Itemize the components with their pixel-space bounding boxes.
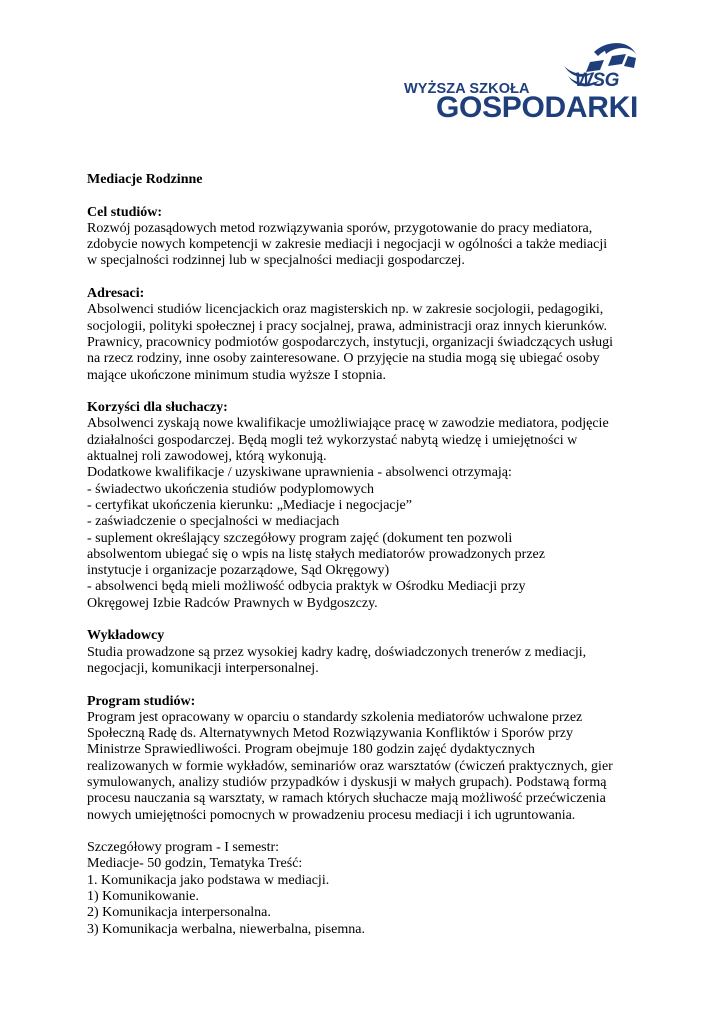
list-item: absolwentom ubiegać się o wpis na listę stałych mediatorów prowadzonych przez [87, 546, 545, 562]
paragraph-line: zdobycie nowych kompetencji w zakresie mediacji i negocjacji w ogólności a także mediacji [87, 237, 608, 253]
paragraph-line: nowych umiejętności pomocnych w prowadzeniu procesu mediacji i ich ugruntowania. [87, 807, 576, 823]
paragraph-line: Prawnicy, pracownicy podmiotów gospodarczych, instytucji, organizacji świadczących usługi [87, 334, 614, 350]
list-item: 3) Komunikacja werbalna, niewerbalna, pisemna. [87, 921, 365, 937]
paragraph-line: realizowanych w formie wykładów, seminariów oraz warsztatów (ćwiczeń praktycznych, gier [87, 758, 613, 774]
section-cel-studiow [87, 205, 647, 270]
paragraph-line: Absolwenci studiów licencjackich oraz magisterskich np. w zakresie socjologii, pedagogiki, [87, 302, 604, 318]
section-korzysci [87, 400, 647, 612]
paragraph-line: socjologii, polityki społecznej i pracy socjalnej, prawa, administracji oraz innych kierunków. [87, 318, 608, 334]
logo-wsg-mark: WSG [575, 70, 619, 91]
logo-line1: WYŻSZA SZKOŁA [404, 81, 530, 97]
section-szczegolowy-program [87, 840, 647, 938]
list-item: - suplement określający szczegółowy program zajęć (dokument ten pozwoli [87, 530, 513, 546]
paragraph-line: na rzecz rodziny, inne osoby zainteresowane. O przyjęcie na studia mogą się ubiegać osoby [87, 351, 600, 367]
list-item: 2) Komunikacja interpersonalna. [87, 905, 271, 921]
list-item: 1. Komunikacja jako podstawa w mediacji. [87, 872, 330, 888]
section-heading: Cel studiów: [87, 204, 163, 220]
paragraph-line: w specjalności rodzinnej lub w specjalności mediacji gospodarczej. [87, 253, 465, 269]
list-item: - certyfikat ukończenia kierunku: „Mediacje i negocjacje” [87, 497, 412, 513]
list-item: - zaświadczenie o specjalności w mediacjach [87, 514, 340, 530]
paragraph-line: Dodatkowe kwalifikacje / uzyskiwane uprawnienia - absolwenci otrzymają: [87, 465, 512, 481]
list-item: instytucje i organizacje pozarządowe, Sąd Okręgowy) [87, 563, 390, 579]
section-heading: Program studiów: [87, 693, 196, 709]
wsg-logo [400, 40, 640, 124]
paragraph-line: Społeczną Radę ds. Alternatywnych Metod Rozwiązywania Konfliktów i Sporów przy [87, 726, 574, 742]
paragraph-line: Rozwój pozasądowych metod rozwiązywania sporów, przygotowanie do pracy mediatora, [87, 220, 593, 236]
paragraph-line: Szczegółowy program - I semestr: [87, 840, 280, 856]
list-item: - świadectwo ukończenia studiów podyplomowych [87, 481, 374, 497]
paragraph-line: mające ukończone minimum studia wyższe I stopnia. [87, 367, 386, 383]
paragraph-line: symulowanych, analizy studiów przypadków i dyskusji w małych grupach). Podstawą formą [87, 774, 607, 790]
section-heading: Korzyści dla słuchaczy: [87, 400, 228, 416]
section-program [87, 694, 647, 824]
list-item: Okręgowej Izbie Radców Prawnych w Bydgoszczy. [87, 595, 378, 611]
document-title: Mediacje Rodzinne [87, 172, 203, 187]
section-heading: Wykładowcy [87, 628, 165, 644]
paragraph-line: procesu nauczania są warsztaty, w ramach których słuchacze mają możliwość przećwiczenia [87, 791, 606, 807]
section-wykladowcy [87, 628, 647, 677]
section-adresaci [87, 286, 647, 384]
paragraph-line: Ministrze Sprawiedliwości. Program obejmuje 180 godzin zajęć dydaktycznych [87, 742, 535, 758]
paragraph-line: negocjacji, komunikacji interpersonalnej. [87, 660, 319, 676]
paragraph-line: Absolwenci zyskają nowe kwalifikacje umożliwiające pracę w zawodzie mediatora, podjęcie [87, 416, 609, 432]
list-item: - absolwenci będą mieli możliwość odbycia praktyk w Ośrodku Mediacji przy [87, 579, 526, 595]
list-item: 1) Komunikowanie. [87, 889, 199, 905]
document-body [87, 172, 647, 938]
logo-line2: GOSPODARKI [436, 91, 639, 124]
paragraph-line: Program jest opracowany w oparciu o standardy szkolenia mediatorów uchwalone przez [87, 709, 583, 725]
paragraph-line: działalności gospodarczej. Będą mogli też wykorzystać nabytą wiedzę i umiejętności w [87, 432, 578, 448]
paragraph-line: aktualnej roli zawodowej, którą wykonują. [87, 449, 327, 465]
section-heading: Adresaci: [87, 286, 145, 302]
paragraph-line: Mediacje- 50 godzin, Tematyka Treść: [87, 856, 303, 872]
paragraph-line: Studia prowadzone są przez wysokiej kadry kadrę, doświadczonych trenerów z mediacji, [87, 644, 587, 660]
